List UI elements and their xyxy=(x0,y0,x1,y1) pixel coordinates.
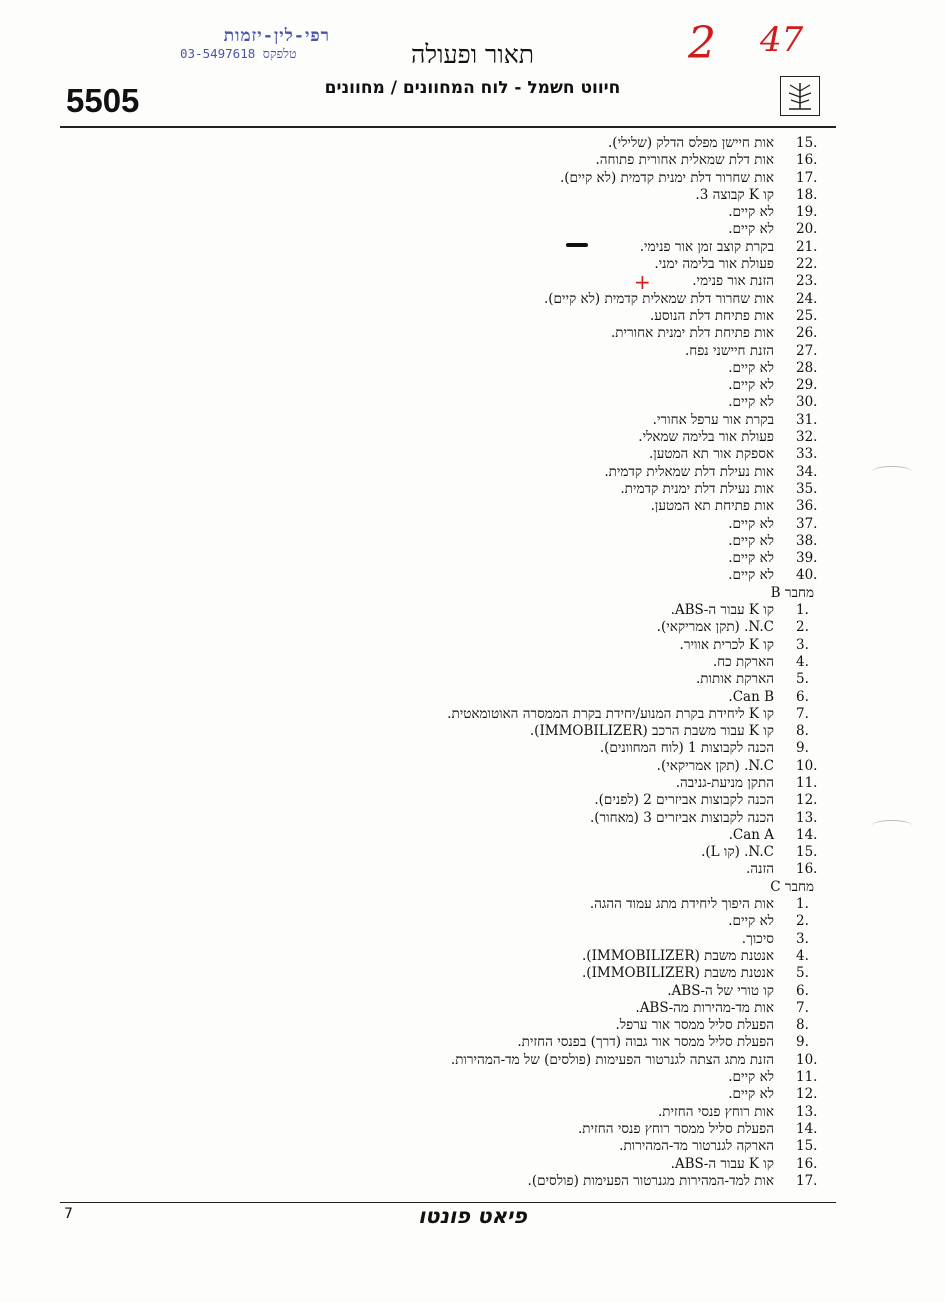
handwritten-number-right: 47 xyxy=(760,20,804,60)
connector-pin-list xyxy=(60,135,832,1190)
page-number: 7 xyxy=(64,1206,73,1222)
footer-divider xyxy=(60,1202,836,1203)
pin-row xyxy=(60,931,832,948)
pin-number: 39. xyxy=(796,550,818,567)
pin-description: N.C. (תקן אמריקאי). xyxy=(656,757,774,774)
pin-number: 27. xyxy=(796,342,818,359)
pin-row xyxy=(60,965,832,982)
pin-number: 8. xyxy=(796,1017,809,1034)
pin-number: 2. xyxy=(796,619,809,636)
pin-description: לא קיים. xyxy=(728,377,774,394)
pin-row xyxy=(60,1104,832,1121)
pin-number: 33. xyxy=(796,446,818,463)
pin-description: לא קיים. xyxy=(728,359,774,376)
pin-row xyxy=(60,619,832,636)
pin-number: 15. xyxy=(796,135,818,151)
pin-description: הזנת אור פנימי. xyxy=(692,273,774,290)
handwritten-dash-mark xyxy=(566,243,588,247)
pin-number: 15. xyxy=(796,1138,818,1155)
pin-description: הארקת כח. xyxy=(712,653,774,670)
pin-row xyxy=(60,152,832,169)
tree-logo-icon xyxy=(780,76,820,116)
pin-row xyxy=(60,1156,832,1173)
pin-description: הארקת אותות. xyxy=(695,671,774,688)
pin-row xyxy=(60,1017,832,1034)
pin-description: בקרת אור ערפל אחורי. xyxy=(652,411,774,428)
pin-row xyxy=(60,273,832,290)
pin-number: 38. xyxy=(796,532,818,549)
pin-number: 14. xyxy=(796,826,818,843)
connector-heading xyxy=(60,585,832,602)
pin-number: 5. xyxy=(796,965,809,982)
pin-number: 31. xyxy=(796,411,818,428)
pin-number: 3. xyxy=(796,636,809,653)
pin-description: לא קיים. xyxy=(728,1086,774,1103)
pin-row xyxy=(60,1000,832,1017)
pin-number: 10. xyxy=(796,757,818,774)
pin-description: הפעלת סליל ממסר אור ערפל. xyxy=(615,1017,774,1034)
pin-row xyxy=(60,1052,832,1069)
pin-description: הכנה לקבוצות אביזרים 2 (לפנים). xyxy=(594,792,774,809)
pin-description: אות נעילת דלת ימנית קדמית. xyxy=(620,480,774,497)
pin-description: אות רוחץ פנסי החזית. xyxy=(657,1103,774,1120)
pin-number: 20. xyxy=(796,221,818,238)
pin-row xyxy=(60,1069,832,1086)
pin-description: קו K לכרית אוויר. xyxy=(679,636,774,653)
pin-row xyxy=(60,948,832,965)
pin-description: קו K עבור ה-ABS. xyxy=(670,1155,774,1172)
pin-row xyxy=(60,394,832,411)
scan-artifact xyxy=(872,820,912,831)
pin-number: 16. xyxy=(796,152,818,169)
pin-number: 22. xyxy=(796,256,818,273)
pin-row xyxy=(60,343,832,360)
pin-row xyxy=(60,291,832,308)
pin-number: 11. xyxy=(796,1069,818,1086)
pin-description: אות נעילת דלת שמאלית קדמית. xyxy=(604,463,774,480)
pin-row xyxy=(60,602,832,619)
pin-row xyxy=(60,1173,832,1190)
pin-number: 21. xyxy=(796,238,818,255)
pin-description: לא קיים. xyxy=(728,515,774,532)
pin-description: קו K עבור ה-ABS. xyxy=(670,602,774,619)
pin-row xyxy=(60,325,832,342)
pin-description: הכנה לקבוצות אביזרים 3 (מאחור). xyxy=(589,809,774,826)
pin-description: Can B. xyxy=(728,688,774,705)
scan-artifact xyxy=(872,466,912,477)
pin-row xyxy=(60,792,832,809)
pin-row xyxy=(60,221,832,238)
pin-number: 14. xyxy=(796,1120,818,1137)
pin-description: פעולת אור בלימה ימני. xyxy=(654,256,774,273)
pin-number: 25. xyxy=(796,307,818,324)
connector-heading xyxy=(60,879,832,896)
pin-row xyxy=(60,135,832,152)
pin-description: הזנה. xyxy=(746,861,774,878)
pin-description: קו K עבור משבת הרכב (IMMOBILIZER). xyxy=(529,723,774,740)
pin-description: התקן מניעת-גניבה. xyxy=(675,774,774,791)
pin-description: אות מד-מהירות מה-ABS. xyxy=(635,999,774,1016)
pin-description: סיכוך. xyxy=(741,930,774,947)
pin-row xyxy=(60,758,832,775)
document-code: 5505 xyxy=(66,82,140,119)
pin-row xyxy=(60,187,832,204)
pin-number: 35. xyxy=(796,480,818,497)
pin-description: לא קיים. xyxy=(728,532,774,549)
pin-number: 36. xyxy=(796,498,818,515)
pin-description: אנטנת משבת (IMMOBILIZER). xyxy=(582,965,774,982)
pin-row xyxy=(60,481,832,498)
stamp-phone: 03-5497618 טלפקס xyxy=(180,46,297,61)
pin-row xyxy=(60,256,832,273)
header-divider xyxy=(60,126,836,128)
pin-number: 1. xyxy=(796,896,809,913)
pin-row xyxy=(60,896,832,913)
pin-number: 9. xyxy=(796,740,809,757)
pin-number: 13. xyxy=(796,809,818,826)
pin-description: N.C. (תקן אמריקאי). xyxy=(656,619,774,636)
pin-description: אות היפוך ליחידת מתג עמוד ההגה. xyxy=(589,896,774,913)
pin-row xyxy=(60,516,832,533)
pin-row xyxy=(60,861,832,878)
pin-row xyxy=(60,740,832,757)
pin-number: 12. xyxy=(796,1086,818,1103)
pin-number: 28. xyxy=(796,359,818,376)
connector-heading-label: מחבר C xyxy=(770,878,814,895)
pin-number: 40. xyxy=(796,567,818,584)
pin-description: אספקת אור תא המטען. xyxy=(648,446,774,463)
pin-description: אות למד-המהירות מגנרטור הפעימות (פולסים). xyxy=(527,1172,774,1189)
pin-description: הפעלת סליל ממסר רוחץ פנסי החזית. xyxy=(577,1120,774,1137)
pin-description: הפעלת סליל ממסר אור גבוה (דרך) בפנסי החזית. xyxy=(517,1034,774,1051)
pin-number: 5. xyxy=(796,671,809,688)
pin-description: הזנת מתג הצתה לגנרטור הפעימות (פולסים) של מד-המהירות. xyxy=(450,1051,774,1068)
pin-row xyxy=(60,464,832,481)
pin-description: אות פתיחת דלת ימנית אחורית. xyxy=(610,325,774,342)
pin-row xyxy=(60,567,832,584)
pin-number: 13. xyxy=(796,1103,818,1120)
pin-description: אות דלת שמאלית אחורית פתוחה. xyxy=(595,152,774,169)
pin-number: 11. xyxy=(796,774,818,791)
pin-row xyxy=(60,706,832,723)
page-title: תאור ופעולה xyxy=(411,40,534,69)
pin-number: 6. xyxy=(796,982,809,999)
pin-row xyxy=(60,360,832,377)
pin-number: 7. xyxy=(796,705,809,722)
pin-description: בקרת קוצב זמן אור פנימי. xyxy=(639,238,774,255)
pin-number: 2. xyxy=(796,913,809,930)
pin-row xyxy=(60,308,832,325)
pin-number: 34. xyxy=(796,463,818,480)
pin-number: 26. xyxy=(796,325,818,342)
pin-row xyxy=(60,844,832,861)
pin-number: 12. xyxy=(796,792,818,809)
pin-number: 16. xyxy=(796,1155,818,1172)
pin-row xyxy=(60,239,832,256)
pin-row xyxy=(60,498,832,515)
pin-description: אות שחרור דלת ימנית קדמית (לא קיים). xyxy=(559,169,774,186)
pin-row xyxy=(60,983,832,1000)
stamp-company-name: רפי-לין-יזמות xyxy=(223,26,330,46)
pin-row xyxy=(60,810,832,827)
pin-description: לא קיים. xyxy=(728,913,774,930)
pin-number: 4. xyxy=(796,947,809,964)
pin-number: 1. xyxy=(796,602,809,619)
pin-row xyxy=(60,671,832,688)
footer-brand: פיאט פונטו xyxy=(418,1204,527,1228)
pin-number: 8. xyxy=(796,723,809,740)
pin-description: הארקה לגנרטור מד-המהירות. xyxy=(619,1138,774,1155)
pin-number: 23. xyxy=(796,273,818,290)
pin-description: הזנת חיישני נפח. xyxy=(684,342,774,359)
connector-heading-label: מחבר B xyxy=(770,584,814,601)
pin-number: 15. xyxy=(796,844,818,861)
pin-number: 10. xyxy=(796,1051,818,1068)
handwritten-plus-mark: + xyxy=(634,270,651,294)
pin-row xyxy=(60,654,832,671)
pin-number: 9. xyxy=(796,1034,809,1051)
pin-description: אות חיישן מפלס הדלק (שלילי). xyxy=(608,135,774,151)
pin-row xyxy=(60,1138,832,1155)
handwritten-number-left: 2 xyxy=(688,18,716,69)
pin-row xyxy=(60,204,832,221)
page-subtitle: חיווט חשמל - לוח המחוונים / מחוונים xyxy=(324,78,621,98)
pin-number: 17. xyxy=(796,169,818,186)
pin-number: 6. xyxy=(796,688,809,705)
pin-row xyxy=(60,377,832,394)
pin-row xyxy=(60,1034,832,1051)
pin-description: קו טורי של ה-ABS. xyxy=(667,982,774,999)
pin-description: אות שחרור דלת שמאלית קדמית (לא קיים). xyxy=(543,290,774,307)
pin-number: 37. xyxy=(796,515,818,532)
pin-row xyxy=(60,533,832,550)
pin-row xyxy=(60,723,832,740)
pin-row xyxy=(60,429,832,446)
pin-row xyxy=(60,827,832,844)
pin-description: לא קיים. xyxy=(728,567,774,584)
pin-description: לא קיים. xyxy=(728,550,774,567)
pin-description: הכנה לקבוצות 1 (לוח המחוונים). xyxy=(599,740,774,757)
pin-number: 17. xyxy=(796,1172,818,1189)
pin-number: 24. xyxy=(796,290,818,307)
pin-description: אנטנת משבת (IMMOBILIZER). xyxy=(582,947,774,964)
pin-row xyxy=(60,913,832,930)
pin-description: לא קיים. xyxy=(728,394,774,411)
pin-description: פעולת אור בלימה שמאלי. xyxy=(638,429,774,446)
pin-description: קו K ליחידת בקרת המנוע/יחידת בקרת הממסרה האוטומאטית. xyxy=(447,705,774,722)
pin-description: לא קיים. xyxy=(728,221,774,238)
pin-row xyxy=(60,1121,832,1138)
pin-description: N.C. (קו L). xyxy=(701,844,774,861)
pin-number: 18. xyxy=(796,186,818,203)
pin-row xyxy=(60,170,832,187)
pin-description: אות פתיחת תא המטען. xyxy=(650,498,774,515)
pin-number: 32. xyxy=(796,429,818,446)
pin-number: 29. xyxy=(796,377,818,394)
pin-row xyxy=(60,550,832,567)
pin-row xyxy=(60,637,832,654)
pin-row xyxy=(60,1086,832,1103)
pin-description: קו K קבוצה 3. xyxy=(695,186,774,203)
pin-number: 30. xyxy=(796,394,818,411)
pin-description: אות פתיחת דלת הנוסע. xyxy=(650,307,774,324)
pin-number: 16. xyxy=(796,861,818,878)
pin-description: לא קיים. xyxy=(728,1069,774,1086)
pin-description: Can A. xyxy=(728,826,774,843)
pin-row xyxy=(60,412,832,429)
pin-row xyxy=(60,446,832,463)
pin-row xyxy=(60,689,832,706)
pin-number: 19. xyxy=(796,204,818,221)
pin-number: 3. xyxy=(796,930,809,947)
pin-number: 4. xyxy=(796,653,809,670)
pin-description: לא קיים. xyxy=(728,204,774,221)
pin-number: 7. xyxy=(796,999,809,1016)
pin-row xyxy=(60,775,832,792)
